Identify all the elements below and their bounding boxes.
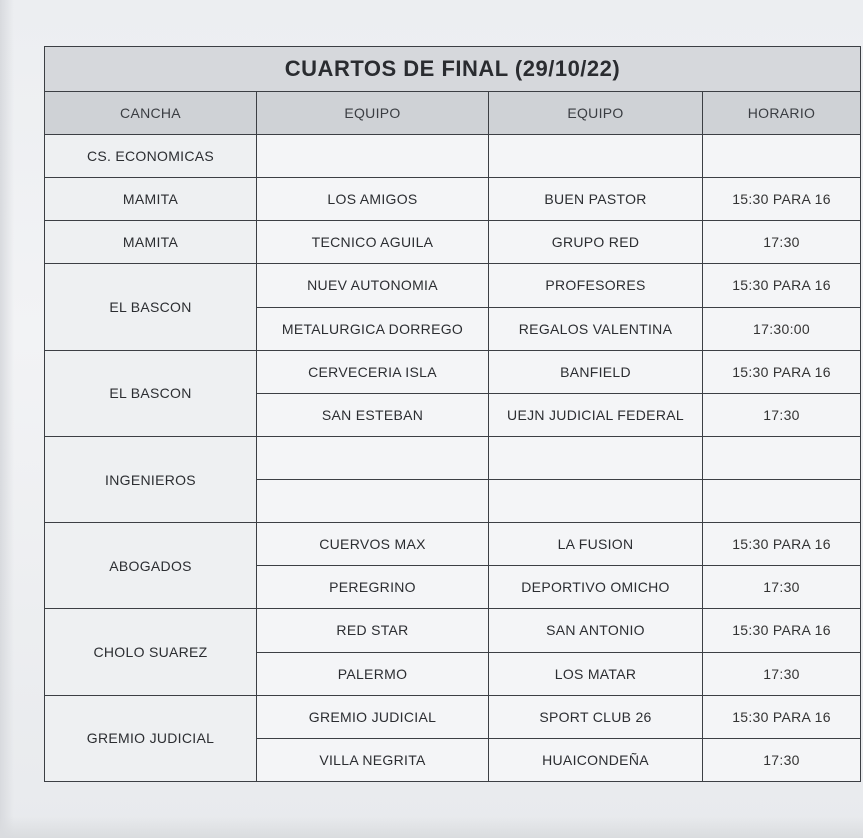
schedule-time-cell: 17:30 bbox=[703, 738, 861, 781]
home-team-cell: PEREGRINO bbox=[257, 566, 489, 609]
home-team-cell: TECNICO AGUILA bbox=[257, 221, 489, 264]
match-row bbox=[45, 695, 861, 738]
away-team-cell bbox=[489, 436, 703, 479]
home-team-cell: CERVECERIA ISLA bbox=[257, 350, 489, 393]
fixture-body bbox=[45, 135, 861, 782]
away-team-cell: HUAICONDEÑA bbox=[489, 738, 703, 781]
match-row bbox=[45, 609, 861, 652]
away-team-cell: SPORT CLUB 26 bbox=[489, 695, 703, 738]
home-team-cell bbox=[257, 135, 489, 178]
page-bottom-shadow bbox=[0, 816, 863, 838]
header-equipo-away: EQUIPO bbox=[489, 92, 703, 135]
home-team-cell: METALURGICA DORREGO bbox=[257, 307, 489, 350]
home-team-cell bbox=[257, 480, 489, 523]
schedule-time-cell: 15:30 PARA 16 bbox=[703, 609, 861, 652]
schedule-time-cell: 17:30 bbox=[703, 221, 861, 264]
table-title: CUARTOS DE FINAL (29/10/22) bbox=[45, 47, 861, 92]
match-row bbox=[45, 264, 861, 307]
header-equipo-home: EQUIPO bbox=[257, 92, 489, 135]
home-team-cell: NUEV AUTONOMIA bbox=[257, 264, 489, 307]
away-team-cell: SAN ANTONIO bbox=[489, 609, 703, 652]
page-edge-shadow bbox=[0, 0, 14, 838]
schedule-time-cell: 17:30 bbox=[703, 652, 861, 695]
match-row bbox=[45, 221, 861, 264]
venue-cell: EL BASCON bbox=[45, 350, 257, 436]
match-row bbox=[45, 523, 861, 566]
schedule-time-cell: 15:30 PARA 16 bbox=[703, 695, 861, 738]
away-team-cell: BUEN PASTOR bbox=[489, 178, 703, 221]
venue-cell: INGENIEROS bbox=[45, 436, 257, 522]
header-horario: HORARIO bbox=[703, 92, 861, 135]
away-team-cell bbox=[489, 480, 703, 523]
away-team-cell: PROFESORES bbox=[489, 264, 703, 307]
away-team-cell bbox=[489, 135, 703, 178]
venue-cell: CHOLO SUAREZ bbox=[45, 609, 257, 695]
schedule-time-cell: 17:30:00 bbox=[703, 307, 861, 350]
away-team-cell: REGALOS VALENTINA bbox=[489, 307, 703, 350]
home-team-cell: LOS AMIGOS bbox=[257, 178, 489, 221]
venue-cell: GREMIO JUDICIAL bbox=[45, 695, 257, 781]
schedule-time-cell: 17:30 bbox=[703, 566, 861, 609]
venue-cell: MAMITA bbox=[45, 221, 257, 264]
venue-cell: MAMITA bbox=[45, 178, 257, 221]
venue-cell: EL BASCON bbox=[45, 264, 257, 350]
home-team-cell: GREMIO JUDICIAL bbox=[257, 695, 489, 738]
away-team-cell: GRUPO RED bbox=[489, 221, 703, 264]
schedule-time-cell bbox=[703, 480, 861, 523]
fixture-table bbox=[44, 46, 861, 782]
home-team-cell bbox=[257, 436, 489, 479]
schedule-time-cell bbox=[703, 135, 861, 178]
match-row bbox=[45, 350, 861, 393]
venue-cell: ABOGADOS bbox=[45, 523, 257, 609]
match-row bbox=[45, 436, 861, 479]
header-cancha: CANCHA bbox=[45, 92, 257, 135]
schedule-time-cell: 17:30 bbox=[703, 393, 861, 436]
schedule-time-cell bbox=[703, 436, 861, 479]
away-team-cell: UEJN JUDICIAL FEDERAL bbox=[489, 393, 703, 436]
match-row bbox=[45, 135, 861, 178]
schedule-time-cell: 15:30 PARA 16 bbox=[703, 350, 861, 393]
header-row bbox=[45, 92, 861, 135]
home-team-cell: RED STAR bbox=[257, 609, 489, 652]
venue-cell: CS. ECONOMICAS bbox=[45, 135, 257, 178]
away-team-cell: BANFIELD bbox=[489, 350, 703, 393]
schedule-time-cell: 15:30 PARA 16 bbox=[703, 523, 861, 566]
away-team-cell: LA FUSION bbox=[489, 523, 703, 566]
schedule-time-cell: 15:30 PARA 16 bbox=[703, 264, 861, 307]
schedule-time-cell: 15:30 PARA 16 bbox=[703, 178, 861, 221]
match-row bbox=[45, 178, 861, 221]
home-team-cell: PALERMO bbox=[257, 652, 489, 695]
away-team-cell: DEPORTIVO OMICHO bbox=[489, 566, 703, 609]
home-team-cell: VILLA NEGRITA bbox=[257, 738, 489, 781]
home-team-cell: CUERVOS MAX bbox=[257, 523, 489, 566]
home-team-cell: SAN ESTEBAN bbox=[257, 393, 489, 436]
away-team-cell: LOS MATAR bbox=[489, 652, 703, 695]
